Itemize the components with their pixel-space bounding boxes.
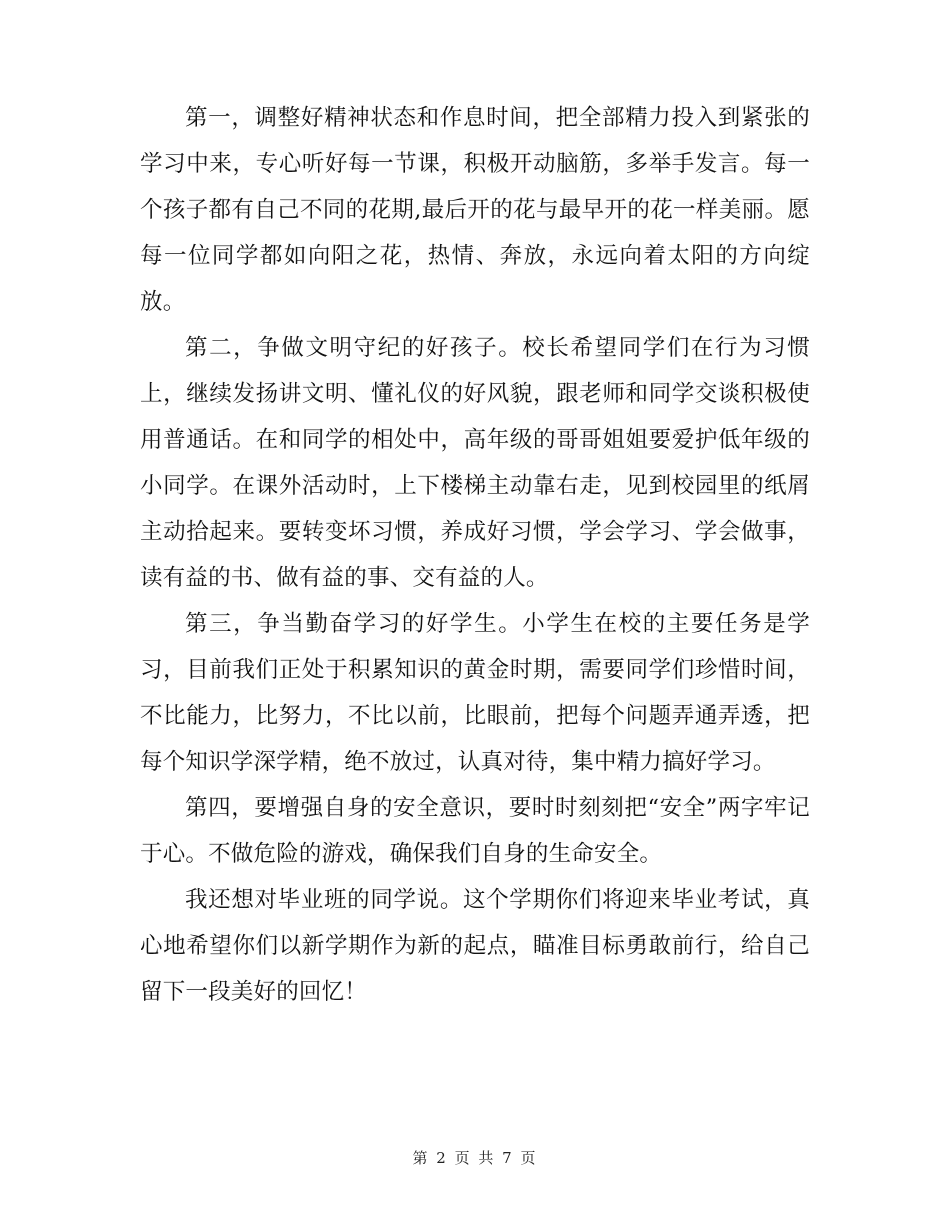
page-number-footer: 第 2 页 共 7 页 [412,1149,538,1167]
paragraph-fourth: 第四，要增强自身的安全意识，要时时刻刻把“安全”两字牢记于心。不做危险的游戏，确保我们自身的生命安全。 [140,795,810,867]
body-text [140,95,810,1015]
paragraph-second: 第二，争做文明守纪的好孩子。校长希望同学们在行为习惯上，继续发扬讲文明、懂礼仪的好风貌，跟老师和同学交谈积极使用普通话。在和同学的相处中，高年级的哥哥姐姐要爱护低年级的小同学。在课外活动时，上下楼梯主动靠右走，见到校园里的纸屑主动拾起来。要转变坏习惯，养成好习惯，学会学习、学会做事，读有益的书、做有益的事、交有益的人。 [140,335,810,591]
paragraph-third: 第三，争当勤奋学习的好学生。小学生在校的主要任务是学习，目前我们正处于积累知识的黄金时期，需要同学们珍惜时间，不比能力，比努力，不比以前，比眼前，把每个问题弄通弄透，把每个知识学深学精，绝不放过，认真对待，集中精力搞好学习。 [140,611,810,775]
paragraph-graduates: 我还想对毕业班的同学说。这个学期你们将迎来毕业考试，真心地希望你们以新学期作为新的起点，瞄准目标勇敢前行，给自己留下一段美好的回忆！ [140,887,810,1005]
paragraph-first: 第一，调整好精神状态和作息时间，把全部精力投入到紧张的学习中来，专心听好每一节课，积极开动脑筋，多举手发言。每一个孩子都有自己不同的花期,最后开的花与最早开的花一样美丽。愿每一位同学都如向阳之花，热情、奔放，永远向着太阳的方向绽放。 [140,105,810,315]
